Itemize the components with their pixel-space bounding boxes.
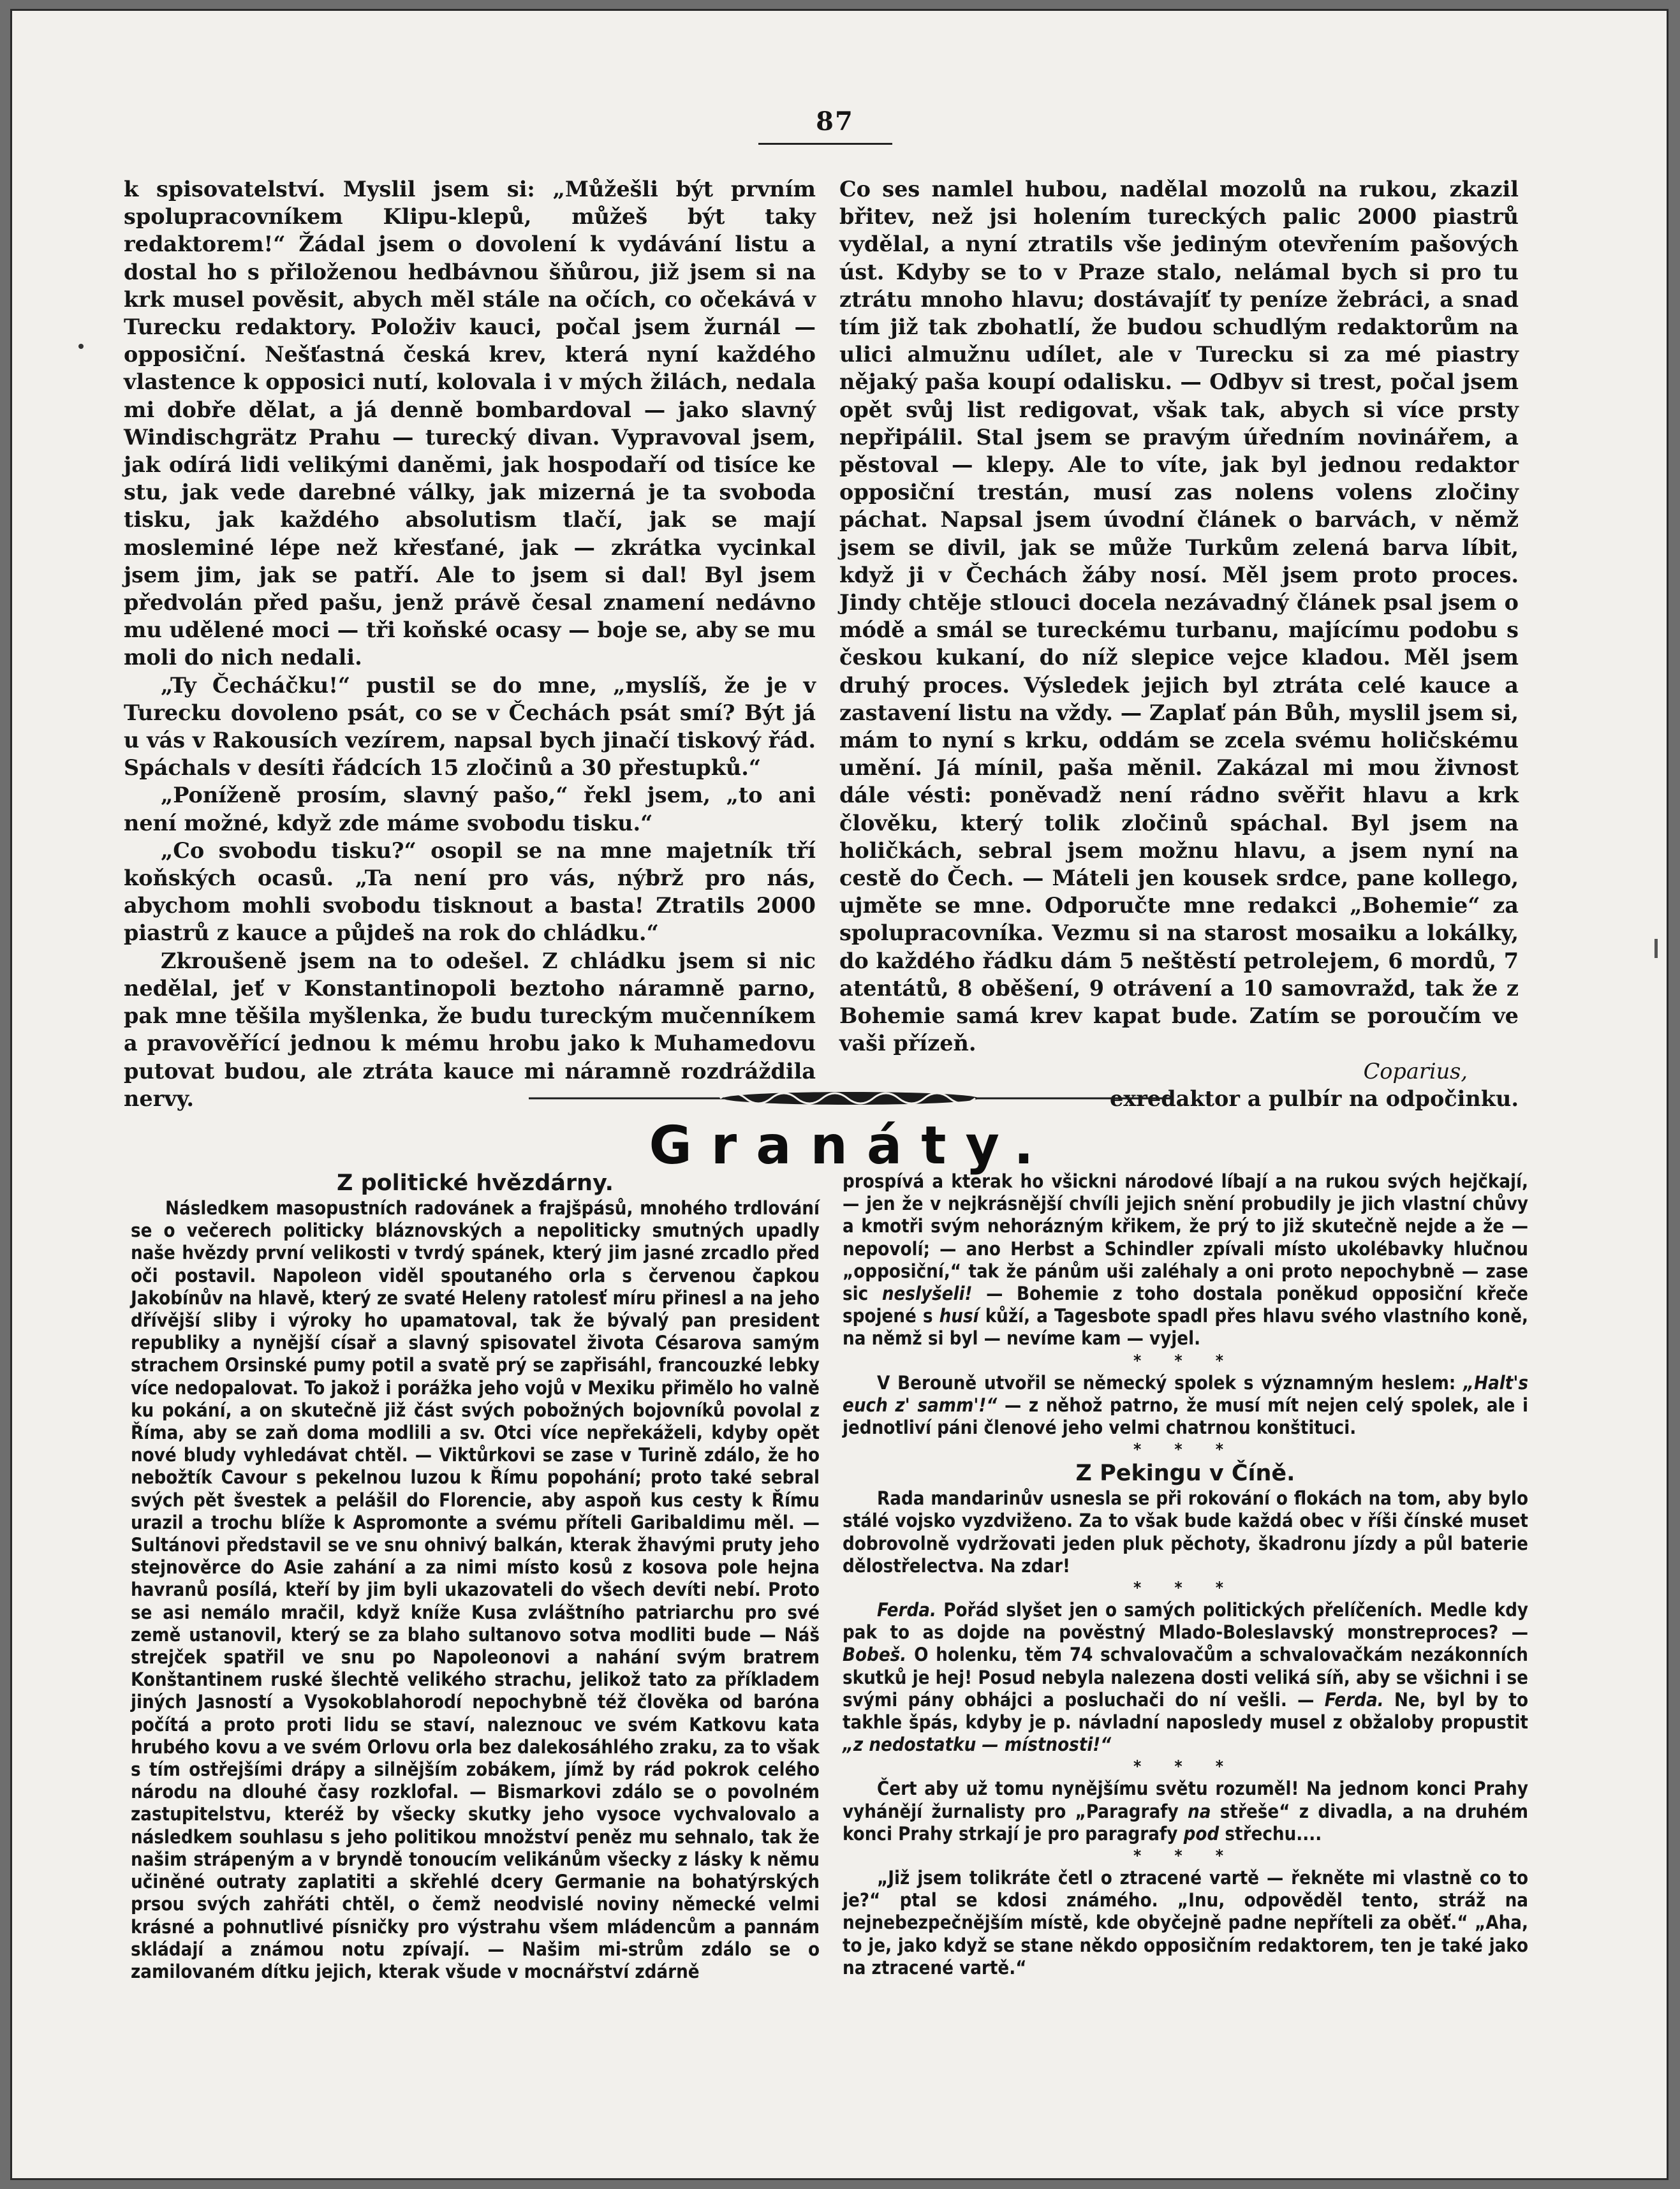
separator-stars: * * * [1133,1757,1237,1777]
ornamental-divider [529,1086,1173,1111]
paragraph: „Již jsem tolikráte četl o ztracené vartě — řekněte mi vlastně co to je?“ ptal se kdosi známého. „Inu, odpověděl tento, stráž na nejnebezpečnějším místě, kde obyčejně padne nepříteli za oběť.“ „Aha, to je, jako když se stane někdo opposičním redaktorem, ten je také jako na ztracené vartě.“ [843,1867,1528,1979]
section-headline: Granáty. [649,1116,1053,1176]
separator-stars: * * * [1133,1846,1237,1866]
paragraph: Zkroušeně jsem na to odešel. Z chládku jsem si nic nedělal, jeť v Konstantinopoli beztoho náramně parno, pak mne těšila myšlenka, že budu tureckým mučenníkem a pravověřící jednou k mému hrobu jako k Muhamedovu putovat budou, ale ztráta kauce mi náramně rozdráždila nervy. [124,948,816,1111]
page-number: 87 [816,107,854,136]
signature-role: exredaktor a pulbír na odpočinku. [1109,1086,1519,1111]
politics-title: Z politické hvězdárny. [337,1170,614,1196]
paragraph: V Berouně utvořil se německý spolek s významným heslem: „Halt's euch z' samm'!“ — z něhož patrno, že musí mít nejen celý spolek, ale i jednotliví páni členové jeho velmi chatrnou konštituci. [843,1371,1529,1439]
paragraph: „Ty Čecháčku!“ pustil se do mne, „myslíš, že je v Turecku dovoleno psát, co se v Čechách psát smí? Být já u vás v Rakousích vezírem, napsal bych jinačí tiskový řád. Spáchals v desíti řádcích 15 zločinů a 30 přestupků.“ [124,672,816,781]
paragraph: „Poníženě prosím, slavný pašo,“ řekl jsem, „to ani není možné, když zde máme svobodu tisku.“ [124,783,816,836]
paragraph: Následkem masopustních radovánek a frajšpásů, mnohého trdlování se o večerech politicky bláznovských a nepoliticky smutných upadly naše hvězdy první velikosti v tvrdý spánek, který jim jasné zrcadlo před oči postavil. Napoleon viděl spoutaného orla s červenou čapkou Jakobínův na hlavě, který ze svaté Heleny ratolesť míru přinesl a na jeho dřívější sliby i výroky ho upamatoval, tak že bývalý pan president republiky a nynější císař a slavný spisovatel života Césarova samým strachem Orsinské pumy potil a svatě prý se zapřisáhl, francouzké lebky více nedopalovat. To jakož i porážka jeho vojů v Mexiku přimělo ho valně ku pokání, a on skutečně již část svých pobožných bojovníků povolal z Říma, aby se zaň doma modlili a sv. Otci více nepřekáželi, kdyby opět nové bludy vyhledávat chtěl. — Viktůrkovi se zase v Turině zdálo, že ho nebožtík Cavour s pekelnou luzou k Římu popohání; proto také sebral svých pět švestek a pelášil do Florencie, aby aspoň kus cesty k Římu urazil a trochu blíže k Aspromonte a svému příteli Garibaldimu měl. — Sultánovi představil se ve snu ohnivý balkán, kterak žhavými pruty jeho stejnověrce do Asie zahání a za nimi místo kosů z kosova pole hejna havranů posílá, kteří by jim byli ukazovateli do všech devíti nebí. Proto se asi nemálo mračil, když kníže Kusa zvláštního patriarchu pro své země ustanovil, který se za blaho sultanovo sotva modliti bude — Náš strejček spatřil ve snu po Napoleonovi a nahání svým bratrem Konštantinem ruské šlechtě velikého strachu, jelikož tato za příkladem jiných Jasností a Vysokoblahorodí nepochybně též člověka od baróna počítá a proto proti lidu se staví, naleznouc ve svém Katkovu kata hrubého kovu a ve svém Orlovu orla bez dalekosáhlého zraku, za to však s tím ostřejšími drápy a silnějším zobákem, jímž by rád pokrok celého národu na dlouhé časy rozklofal. — Bismarkovi zdálo se o povolném zastupitelstvu, kteréž by všecky skutky jeho vysoce vychvalovalo a následkem souhlasu s jeho politikou množství peněz mu sehnalo, tak že našim strápeným a v bryndě tonoucím velikánům všecky z lásky k němu učiněné outraty zaplatiti a skřehlé dcery Germanie na bohatýrských prsou svých zahřáti chtěl, o čemž neodvislé noviny německé velmi krásné a pohnutlivé písničky pro výstrahu všem mládencům a pannám skládají a známou notu zpívají. — Našim mi-strům zdálo se o zamilovaném dítku jejich, kterak všude v mocnářství zdárně [131,1197,820,1982]
separator-stars: * * * [1133,1440,1237,1460]
notes-column [843,1170,1528,1979]
politics-column [131,1170,820,1983]
margin-mark [78,344,84,349]
margin-mark [1654,939,1658,958]
signature-name: Coparius, [1363,1058,1468,1084]
paragraph: Co ses namlel hubou, nadělal mozolů na rukou, zkazil břitev, než jsi holením tureckých palic 2000 piastrů vydělal, a nyní ztratils vše jediným otevřením pašových úst. Kdyby se to v Praze stalo, nelámal bych si pro tu ztrátu mnoho hlavu; dostávajíť ty peníze žebráci, a snad tím již tak zbohatlí, že budou schudlým redaktorům na ulici almužnu udílet, ale v Turecku si za mé piastry nějaký paša koupí odalisku. — Odbyv si trest, počal jsem opět svůj list redigovat, však tak, abych si více prsty nepřipálil. Stal jsem se pravým úředním novinářem, a pěstoval — klepy. Ale to víte, jak byl jednou redaktor opposiční trestán, musí zas nolens volens zločiny páchat. Napsal jsem úvodní článek o barvách, v němž jsem se divil, jak se může Turkům zelená barva líbit, když ji v Čechách žáby nosí. Měl jsem proto proces. Jindy chtěje stlouci docela nezávadný článek psal jsem o módě a smál se tureckému turbanu, majícímu podobu s českou kukaní, do níž slepice vejce kladou. Měl jsem druhý proces. Výsledek jejich byl ztráta celé kauce a zastavení listu na vždy. — Zaplať pán Bůh, myslil jsem si, mám to nyní s krku, oddám se zcela svému holičskému umění. Já mínil, paša měnil. Zakázal mi mou živnost dále vésti: poněvadž není rádno svěřit hlavu a krk člověku, který tolik zločinů spáchal. Byl jsem na holičkách, sebral jsem možnu hlavu, a jsem nyní na cestě do Čech. — Máteli jen kousek srdce, pane kollego, ujměte se mne. Odporučte mne redakci „Bohemie“ za spolupracovníka. Vezmu si na starost mosaiku a lokálky, do každého řádku dám 5 neštěstí petrolejem, 6 mordů, 7 atentátů, 8 oběšení, 9 otrávení a 10 samovražd, tak že z Bohemie samá krev kapat bude. Zatím se poroučím ve vaši přízeň. [839,177,1519,1056]
article-column-right [839,175,1519,1112]
paragraph: Čert aby už tomu nynějšímu světu rozuměl! Na jednom konci Prahy vyhánějí žurnalisty pro „Paragrafy na střeše“ z divadla, a na druhém konci Prahy strkají je pro paragrafy pod střechu.... [843,1778,1528,1845]
newspaper-page [10,9,1669,2180]
peking-title: Z Pekingu v Číně. [1075,1461,1295,1487]
page-number-rule [758,143,892,145]
paragraph: Ferda. Pořád slyšet jen o samých politických přelíčeních. Medle kdy pak to as dojde na pověstný Mlado-Boleslavský monstreproces? — Bobeš. O holenku, těm 74 schvalovačům a schvalovačkám nezákonních skutků je hej! Posud nebyla nalezena dosti veliká síň, aby se všichni i se svými pány obhájci a posluchači do ní vešli. — Ferda. Ne, byl by to takhle špás, kdyby je p. návladní naposledy musel z obžaloby propustit „z nedostatku — místnosti!“ [843,1599,1528,1756]
paragraph: Rada mandarinův usnesla se při rokování o flokách na tom, aby bylo stálé vojsko vyzdviženo. Za to však bude každá obec v říši čínské muset dobrovolně vydržovati jeden pluk pěchoty, škadronu jízdy a půl baterie dělostřelectva. Na zdar! [843,1487,1528,1577]
article-column-left [124,175,816,1112]
paragraph: prospívá a kterak ho všickni národové líbají a na rukou svých hejčkají, — jen že v nejkrásnější chvíli jejich snění probudily je jich vlastní chůvy a kmotři svým nehorázným křikem, že prý to již skutečně nejde a že — nepovolí; — ano Herbst a Schindler zpívali místo ukolébavky hlučnou „opposiční,“ tak že pánům uši zaléhaly a oni proto nepochybně — zase sic neslyšeli! — Bohemie z toho dostala poněkud opposiční křeče spojené s husí kůží, a Tagesbote spadl přes hlavu svého vlastního koně, na němž si byl — nevíme kam — vyjel. [843,1170,1528,1350]
separator-stars: * * * [1133,1351,1237,1371]
paragraph: „Co svobodu tisku?“ osopil se na mne majetník tří koňských ocasů. „Ta není pro vás, nýbrž pro nás, abychom mohli svobodu tisknout a basta! Ztratils 2000 piastrů z kauce a půjdeš na rok do chládku.“ [124,837,816,946]
paragraph: k spisovatelství. Myslil jsem si: „Můžešli být prvním spolupracovníkem Klipu-klepů, můžeš být taky redaktorem!“ Žádal jsem o dovolení k vydávání listu a dostal ho s přiloženou hedbávnou šňůrou, již jsem si na krk musel pověsit, abych měl stále na očích, co očekává v Turecku redaktory. Položiv kauci, počal jsem žurnál — opposiční. Nešťastná česká krev, která nyní každého vlastence k opposici nutí, kolovala i v mých žilách, nedala mi dobře dělat, a já denně bombardoval — jako slavný Windischgrätz Prahu — turecký divan. Vypravoval jsem, jak odírá lidi velikými daněmi, jak hospodaří od tisíce ke stu, jak vede darebné války, jak mizerná je ta svoboda tisku, jak každého absolutism tlačí, jak se mají mosleminé lépe než křesťané, jak — zkrátka vycinkal jsem jim, jak se patří. Ale to jsem si dal! Byl jsem předvolán před pašu, jenž právě česal znamení nedávno mu udělené moci — tři koňské ocasy — boje se, aby se mu moli do nich nedali. [124,177,816,670]
separator-stars: * * * [1133,1579,1237,1598]
